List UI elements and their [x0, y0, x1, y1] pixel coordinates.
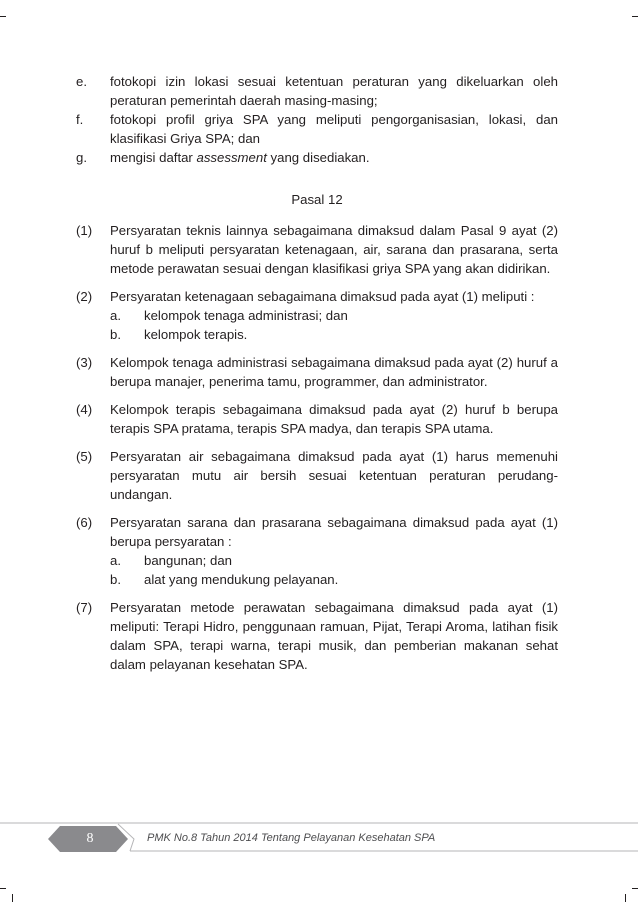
ayat-number: (4)	[76, 402, 93, 417]
ayat-item	[76, 598, 558, 674]
ayat-text: Persyaratan ketenagaan sebagaimana dimaksud pada ayat (1) meliputi :	[110, 289, 535, 304]
sub-item	[110, 325, 558, 344]
crop-mark	[0, 16, 6, 17]
section-heading: Pasal 12	[291, 192, 343, 207]
sub-item	[110, 570, 558, 589]
sub-marker: b.	[110, 327, 121, 342]
crop-mark	[632, 888, 638, 889]
list-item	[76, 110, 558, 148]
sub-text: kelompok tenaga administrasi; dan	[144, 308, 348, 323]
list-item-text: fotokopi profil griya SPA yang meliputi pengorganisasian, lokasi, dan klasifikasi Griya SPA; dan	[110, 112, 558, 146]
ayat-item	[76, 353, 558, 391]
page-body	[76, 72, 558, 683]
list-marker: f.	[76, 112, 84, 127]
ayat-number: (5)	[76, 449, 93, 464]
sub-item	[110, 306, 558, 325]
sub-marker: b.	[110, 572, 121, 587]
sub-text: kelompok terapis.	[144, 327, 248, 342]
crop-mark	[632, 16, 638, 17]
ayat-text: Persyaratan metode perawatan sebagaimana dimaksud pada ayat (1) meliputi: Terapi Hidro, penggunaan ramuan, Pijat, Terapi Aroma, latihan fisik dalam SPA, terapi warna, terapi musik, dan pemberian makanan sehat dalam pelayanan kesehatan SPA.	[110, 600, 558, 672]
ayat-number: (3)	[76, 355, 93, 370]
ayat-number: (2)	[76, 289, 93, 304]
ayat-item	[76, 447, 558, 504]
list-marker: g.	[76, 150, 87, 165]
ayat-text: Kelompok tenaga administrasi sebagaimana dimaksud pada ayat (2) huruf a berupa manajer, penerima tamu, programmer, dan administrator.	[110, 355, 558, 389]
ayat-text: Kelompok terapis sebagaimana dimaksud pada ayat (2) huruf b berupa terapis SPA pratama, terapis SPA madya, dan terapis SPA utama.	[110, 402, 558, 436]
ayat-item	[76, 221, 558, 278]
crop-mark	[625, 894, 626, 902]
requirement-list	[76, 72, 558, 167]
sub-text: alat yang mendukung pelayanan.	[144, 572, 339, 587]
ayat-number: (7)	[76, 600, 93, 615]
ayat-item	[76, 400, 558, 438]
list-item-text: fotokopi izin lokasi sesuai ketentuan peraturan yang dikeluarkan oleh peraturan pemerintah daerah masing-masing;	[110, 74, 558, 108]
list-item	[76, 148, 558, 167]
italic-term: assessment	[196, 150, 267, 165]
ayat-text: Persyaratan sarana dan prasarana sebagaimana dimaksud pada ayat (1) berupa persyaratan :	[110, 515, 558, 549]
crop-mark	[0, 888, 6, 889]
page-number: 8	[86, 831, 94, 846]
sub-marker: a.	[110, 553, 121, 568]
list-marker: e.	[76, 74, 87, 89]
ayat-item	[76, 287, 558, 344]
ayat-text: Persyaratan air sebagaimana dimaksud pada ayat (1) harus memenuhi persyaratan mutu air bersih sesuai ketentuan peraturan perudang-undangan.	[110, 449, 558, 502]
ayat-item	[76, 513, 558, 589]
sub-item	[110, 551, 558, 570]
ayat-number: (1)	[76, 223, 93, 238]
list-item-text: mengisi daftar assessment yang disediakan.	[110, 150, 370, 165]
sub-text: bangunan; dan	[144, 553, 233, 568]
footer-title: PMK No.8 Tahun 2014 Tentang Pelayanan Kesehatan SPA	[147, 832, 436, 844]
sub-marker: a.	[110, 308, 121, 323]
ayat-number: (6)	[76, 515, 93, 530]
ayat-list	[76, 221, 558, 674]
ayat-text: Persyaratan teknis lainnya sebagaimana dimaksud dalam Pasal 9 ayat (2) huruf b meliputi persyaratan ketenagaan, air, sarana dan prasarana, serta metode perawatan sesuai dengan klasifikasi griya SPA yang akan didirikan.	[110, 223, 558, 276]
list-item	[76, 72, 558, 110]
crop-mark	[12, 894, 13, 902]
